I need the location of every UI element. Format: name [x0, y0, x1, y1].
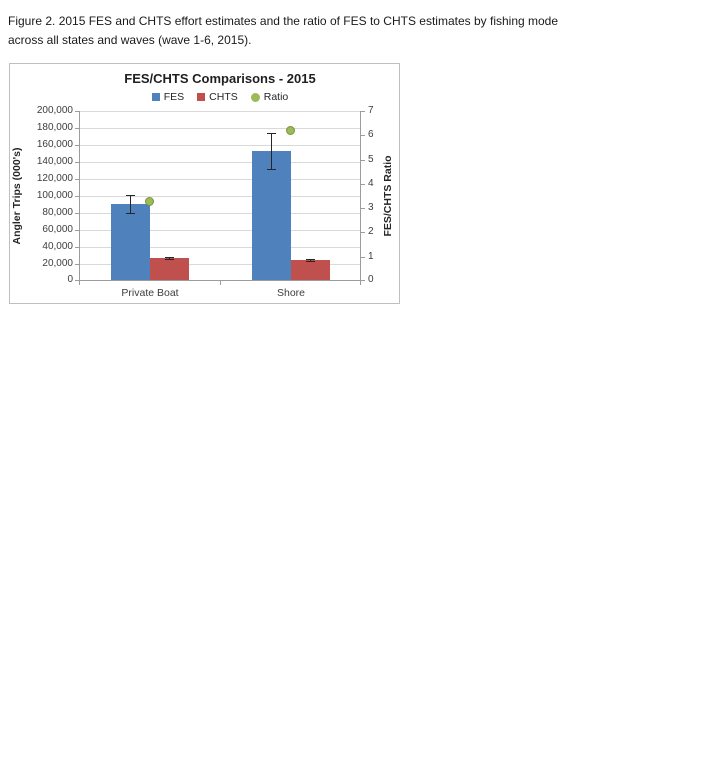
y-axis-tick-label-left: 160,000 [36, 139, 73, 150]
figure-caption-line1: Figure 2. 2015 FES and CHTS effort estimates and the ratio of FES to CHTS estimates by fishing mode [8, 14, 559, 28]
y-axis-tick-label-left: 80,000 [42, 207, 73, 218]
error-bar-cap [126, 213, 135, 214]
y-axis-tick-right [361, 135, 365, 136]
figure-caption [8, 12, 558, 49]
x-category-label: Shore [276, 287, 306, 299]
ratio-point-1 [145, 197, 154, 206]
y-axis-tick-left [75, 128, 79, 129]
y-axis-tick-label-left: 180,000 [36, 122, 73, 133]
error-bar-cap [306, 261, 315, 262]
y-axis-tick-right [361, 111, 365, 112]
figure-caption-line2: across all states and waves (wave 1-6, 2015). [8, 32, 252, 47]
y-axis-tick-label-left: 120,000 [36, 173, 73, 184]
chart-legend [79, 91, 361, 103]
legend-marker-circle [251, 93, 260, 102]
plot-area [36, 105, 374, 299]
y-axis-tick-left [75, 196, 79, 197]
x-category-label: Private Boat [121, 287, 179, 299]
y-axis-tick-label-right: 5 [368, 154, 374, 165]
gridline [79, 111, 361, 112]
y-axis-tick-left [75, 247, 79, 248]
y-axis-tick-right [361, 160, 365, 161]
legend-label: FES [163, 91, 185, 103]
y-axis-tick-right [361, 232, 365, 233]
y-axis-tick-label-left: 40,000 [42, 241, 73, 252]
gridline [79, 179, 361, 180]
error-bar [271, 133, 272, 169]
y-axis-tick-right [361, 280, 365, 281]
legend-marker-square [197, 93, 205, 101]
error-bar-cap [267, 169, 276, 170]
bar-fes-1 [111, 204, 150, 281]
y-axis-tick-right [361, 257, 365, 258]
y-axis-tick-left [75, 145, 79, 146]
y-axis-tick-label-right: 3 [368, 202, 374, 213]
y-axis-tick-left [75, 179, 79, 180]
y-axis-title-left: Angler Trips (000's) [11, 147, 23, 245]
y-axis-tick-label-right: 1 [368, 251, 374, 262]
legend-label: CHTS [209, 91, 238, 103]
error-bar-cap [306, 259, 315, 260]
chart-title: FES/CHTS Comparisons - 2015 [124, 71, 316, 86]
y-axis-tick-left [75, 111, 79, 112]
y-axis-tick-right [361, 184, 365, 185]
y-axis-line-right [360, 111, 361, 281]
legend-item-ratio [251, 91, 289, 103]
bar-fes-2 [252, 151, 291, 281]
y-axis-tick-label-right: 6 [368, 129, 374, 140]
y-axis-tick-label-right: 7 [368, 105, 374, 116]
y-axis-line-left [79, 111, 80, 281]
y-axis-tick-label-right: 2 [368, 226, 374, 237]
error-bar [130, 195, 131, 213]
bar-chts-2 [291, 260, 330, 281]
y-axis-tick-label-left: 100,000 [36, 190, 73, 201]
legend-label: Ratio [263, 91, 289, 103]
x-axis-tick [220, 281, 221, 285]
y-axis-tick-left [75, 264, 79, 265]
y-axis-tick-label-left: 60,000 [42, 224, 73, 235]
x-axis-tick [360, 281, 361, 285]
error-bar-cap [126, 195, 135, 196]
y-axis-tick-left [75, 213, 79, 214]
y-axis-tick-label-left: 200,000 [36, 105, 73, 116]
y-axis-tick-left [75, 162, 79, 163]
legend-marker-square [152, 93, 160, 101]
y-axis-tick-left [75, 230, 79, 231]
legend-item-chts [197, 91, 238, 103]
y-axis-tick-label-left: 140,000 [36, 156, 73, 167]
y-axis-tick-label-left: 20,000 [42, 258, 73, 269]
y-axis-tick-label-right: 4 [368, 178, 374, 189]
error-bar-cap [267, 133, 276, 134]
y-axis-title-right: FES/CHTS Ratio [382, 155, 394, 237]
gridline [79, 162, 361, 163]
error-bar-cap [165, 257, 174, 258]
y-axis-tick-label-left: 0 [67, 274, 73, 285]
error-bar-cap [165, 259, 174, 260]
ratio-point-2 [286, 126, 295, 135]
x-axis-tick [79, 281, 80, 285]
y-axis-tick-right [361, 208, 365, 209]
gridline [79, 128, 361, 129]
legend-item-fes [152, 91, 184, 103]
gridline [79, 145, 361, 146]
bar-chts-1 [150, 258, 189, 281]
gridline [79, 196, 361, 197]
y-axis-tick-label-right: 0 [368, 274, 374, 285]
chart-container [9, 63, 400, 304]
